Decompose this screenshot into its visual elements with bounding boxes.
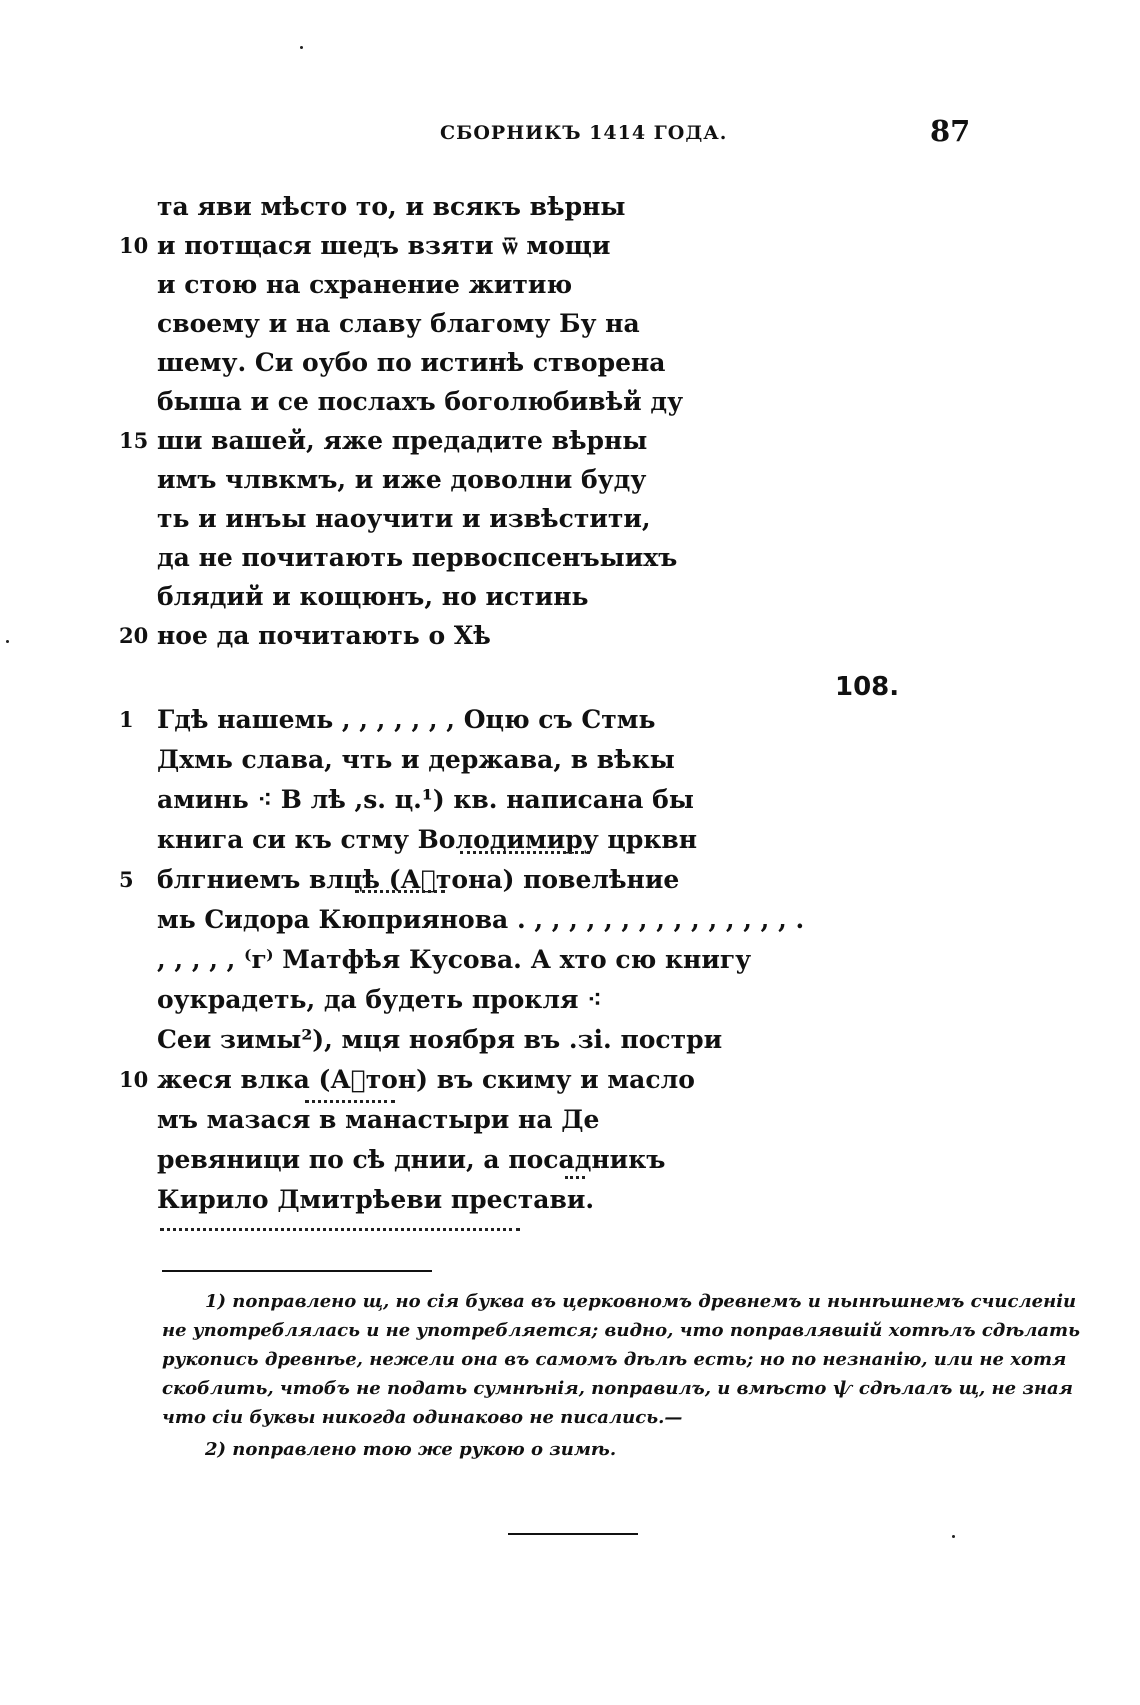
text-line bbox=[157, 780, 694, 820]
text-line bbox=[157, 499, 651, 539]
text-line bbox=[119, 226, 611, 266]
text-line bbox=[157, 343, 665, 383]
text-line bbox=[157, 187, 625, 227]
running-title: СБОРНИКЪ 1414 ГОДА. bbox=[440, 122, 728, 144]
text-line bbox=[157, 1140, 665, 1180]
line-text: ши вашей, яже предадите вѣрны bbox=[157, 426, 648, 455]
line-text: и стою на схранение житию bbox=[157, 270, 573, 299]
footnote-line: скоблить, чтобъ не подать сумнѣнія, поправилъ, и вмѣсто ѱ сдѣлалъ щ, не зная bbox=[162, 1378, 1073, 1399]
line-text: шему. Си оубо по истинѣ створена bbox=[157, 348, 666, 377]
text-line bbox=[157, 980, 602, 1020]
line-text: ревяници по сѣ днии, а посадникъ bbox=[157, 1145, 666, 1174]
line-text: та яви мѣсто то, и всякъ вѣрны bbox=[157, 192, 626, 221]
line-text: книга си къ стму Володимиру црквн bbox=[157, 825, 698, 854]
text-line bbox=[119, 1060, 695, 1100]
text-line bbox=[157, 820, 697, 860]
line-number: 10 bbox=[119, 1067, 149, 1092]
line-number: 1 bbox=[119, 707, 134, 732]
line-text: и потщася шедъ взяти ѿ мощи bbox=[157, 231, 611, 260]
line-text: ть и инъы наоучити и извѣстити, bbox=[157, 504, 651, 533]
text-line bbox=[157, 382, 683, 422]
footnote-line: 2) поправлено тою же рукою о зимѣ. bbox=[205, 1439, 617, 1460]
line-text: Дхмь слава, чть и держава, в вѣкы bbox=[157, 745, 675, 774]
line-text: Гдѣ нашемь , , , , , , , Оцю съ Стмь bbox=[157, 705, 656, 734]
text-line bbox=[157, 900, 804, 940]
text-line bbox=[119, 421, 648, 461]
line-text: ное да почитають о Хѣ bbox=[157, 621, 491, 650]
page-number: 87 bbox=[930, 114, 971, 148]
dotted-underline bbox=[565, 1176, 585, 1179]
footnote-line: 1) поправлено щ, но сія буква въ церковномъ древнемъ и нынѣшнемъ счисленіи bbox=[205, 1291, 1077, 1312]
line-number: 15 bbox=[119, 428, 149, 453]
line-number: 5 bbox=[119, 867, 134, 892]
text-line bbox=[157, 740, 675, 780]
line-text: мъ мазася в манастыри на Де bbox=[157, 1105, 600, 1134]
line-text: аминь ⁖ В лѣ ,ѕ. ц.¹) кв. написана бы bbox=[157, 785, 694, 814]
line-text: мь Сидора Кюприянова . , , , , , , , , , , , , , , , . bbox=[157, 905, 805, 934]
text-line bbox=[119, 860, 680, 900]
text-line bbox=[157, 304, 640, 344]
line-number: 10 bbox=[119, 233, 149, 258]
text-line bbox=[157, 1020, 722, 1060]
dotted-underline bbox=[305, 1100, 395, 1103]
text-line bbox=[119, 700, 656, 740]
scan-speck bbox=[300, 46, 303, 49]
closing-rule bbox=[508, 1533, 638, 1535]
text-line bbox=[157, 1180, 594, 1220]
dotted-underline bbox=[355, 890, 445, 893]
text-line bbox=[157, 538, 677, 578]
line-text: оукрадеть, да будеть прокля ⁖ bbox=[157, 985, 602, 1014]
dotted-underline bbox=[460, 851, 590, 854]
scan-speck bbox=[6, 640, 9, 643]
line-text: имъ члвкмъ, и иже доволни буду bbox=[157, 465, 647, 494]
line-text: Кирило Дмитрѣеви престави. bbox=[157, 1185, 595, 1214]
line-text: , , , , , ⁽ᴦ⁾ Матфѣя Кусова. А хто сю книгу bbox=[157, 945, 752, 974]
text-line bbox=[157, 1100, 599, 1140]
line-number: 20 bbox=[119, 623, 149, 648]
footnote-line: рукопись древнѣе, нежели она въ самомъ дѣлѣ есть; но по незнанію, или не хотя bbox=[162, 1349, 1067, 1370]
footnote-rule bbox=[162, 1270, 432, 1272]
line-text: своему и на славу благому Бу на bbox=[157, 309, 640, 338]
section-number: 108. bbox=[835, 672, 900, 702]
text-line bbox=[157, 265, 572, 305]
text-line bbox=[157, 460, 646, 500]
line-text: блядий и кощюнъ, но истинь bbox=[157, 582, 589, 611]
dotted-underline bbox=[160, 1228, 520, 1231]
scan-speck bbox=[952, 1535, 955, 1538]
line-text: да не почитають первоспсенъыихъ bbox=[157, 543, 678, 572]
text-line bbox=[157, 940, 751, 980]
footnote-line: что сіи буквы никогда одинаково не писались.— bbox=[162, 1407, 683, 1428]
line-text: жеся влка (Аⷮтон) въ скиму и масло bbox=[157, 1065, 695, 1094]
footnote-line: не употреблялась и не употребляется; видно, что поправлявшій хотѣлъ сдѣлать bbox=[162, 1320, 1080, 1341]
text-line bbox=[157, 577, 589, 617]
line-text: блгниемъ влцѣ (Аⷮтона) повелѣние bbox=[157, 865, 680, 894]
text-line bbox=[119, 616, 491, 656]
line-text: Сеи зимы²), мця ноября въ .зі. постри bbox=[157, 1025, 723, 1054]
line-text: быша и се послахъ боголюбивѣй ду bbox=[157, 387, 684, 416]
